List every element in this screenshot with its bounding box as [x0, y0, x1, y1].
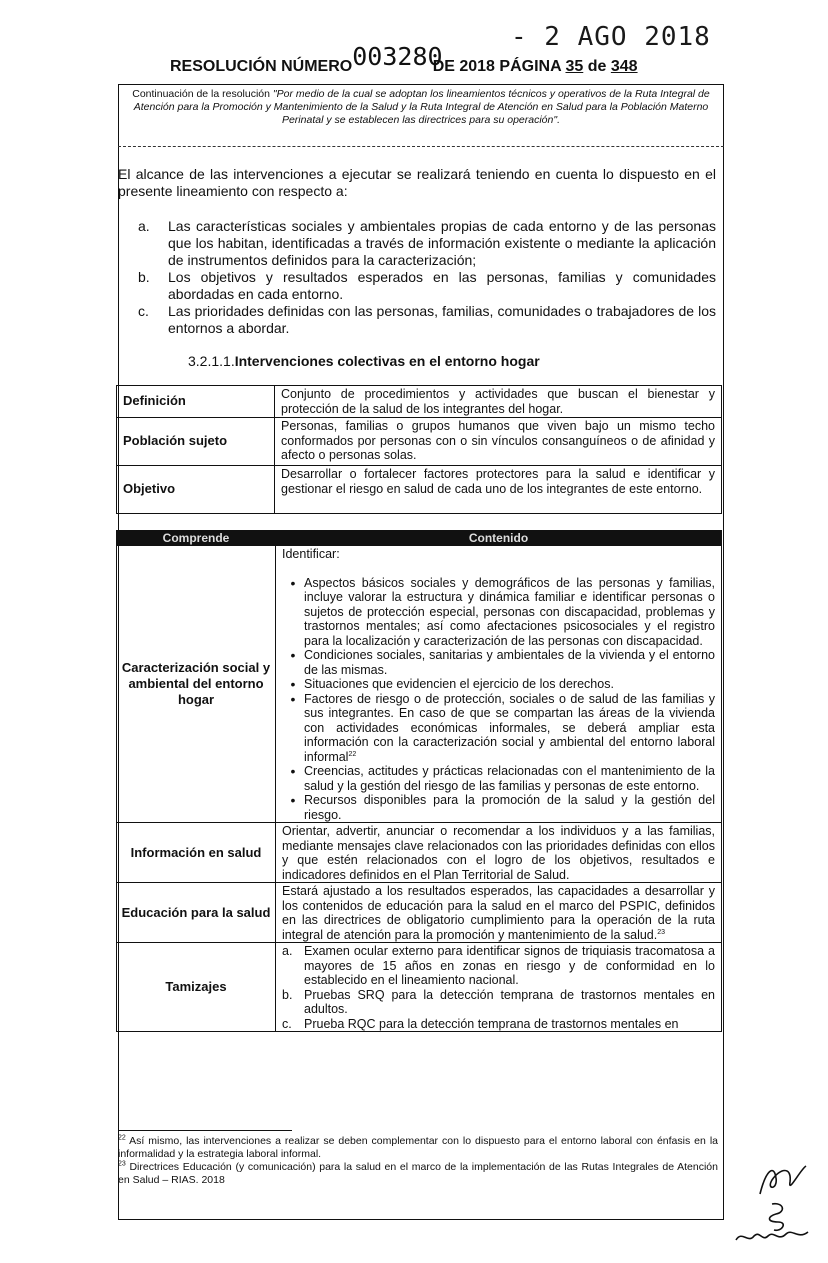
resolution-label: RESOLUCIÓN NÚMERO — [170, 58, 353, 75]
summary-value: Conjunto de procedimientos y actividades que buscan el bienestar y protección de la salud de los integrantes del hogar. — [275, 386, 722, 418]
date-stamp: - 2 AGO 2018 — [511, 22, 711, 52]
list-item — [138, 269, 716, 303]
continuation-title: "Por medio de la cual se adoptan los lineamientos técnicos y operativos de la Ruta Integral de Atención para la Promoción y Mantenimiento de la Salud y la Ruta Integral de Atención en Salud para la Población Materno Perinatal y se establecen las directrices para su operación". — [133, 88, 710, 126]
educacion-text: Estará ajustado a los resultados esperados, las capacidades a desarrollar y los contenidos de educación para la salud en el marco del PSPIC, definidos en las directrices de obligatorio cumplimiento para la operación de la ruta integral de atención para la promoción y mantenimiento de la salud. — [282, 884, 715, 942]
list-item — [282, 988, 715, 1017]
table-row — [117, 386, 722, 418]
row-value-tamizajes — [276, 943, 722, 1032]
footnote-divider — [118, 1130, 292, 1131]
footnote-number: 22 — [118, 1134, 126, 1142]
list-item — [138, 303, 716, 337]
row-value-caracterizacion — [276, 546, 722, 823]
summary-table — [116, 385, 722, 514]
intro-paragraph: El alcance de las intervenciones a ejecutar se realizará teniendo en cuenta lo dispuesto en el presente lineamiento con respecto a: — [118, 166, 716, 199]
bullet-icon: • — [290, 763, 296, 779]
row-key-caracterizacion: Caracterización social y ambiental del entorno hogar — [117, 546, 276, 823]
bullet-text: Situaciones que evidencien el ejercicio de los derechos. — [304, 677, 614, 691]
header-contenido: Contenido — [276, 531, 722, 546]
list-text: Examen ocular externo para identificar signos de triquiasis tracomatosa a mayores de 15 años en zonas en riesgo y de conformidad en lo establecido en el lineamiento nacional. — [304, 944, 715, 987]
row-value-informacion: Orientar, advertir, anunciar o recomendar a los individuos y a las familias, mediante mensajes clave relacionados con las prioridades definidas con ellos y que estén relacionados con el logro de los objetivos, resultados e indicadores definidos en el Plan Territorial de Salud. — [276, 823, 722, 883]
list-marker: c. — [138, 303, 149, 319]
footnote-ref: 22 — [348, 750, 357, 758]
bullet-item — [282, 793, 715, 822]
table-row — [117, 418, 722, 466]
bullet-icon: • — [290, 690, 296, 707]
row-key-informacion: Información en salud — [117, 823, 276, 883]
footnote — [118, 1135, 718, 1161]
list-marker: b. — [282, 987, 293, 1002]
summary-key: Población sujeto — [117, 418, 275, 466]
bullet-text-with-note — [304, 692, 715, 765]
footnotes — [118, 1135, 718, 1187]
footnote-ref: 23 — [657, 928, 666, 936]
bullet-icon: • — [290, 792, 296, 808]
bullet-text: Recursos disponibles para la promoción de la salud y la gestión del riesgo. — [304, 793, 715, 822]
bullet-icon: • — [290, 574, 296, 591]
footnote — [118, 1161, 718, 1187]
bullet-icon: • — [290, 647, 296, 663]
list-marker: a. — [138, 218, 150, 234]
summary-value: Desarrollar o fortalecer factores protectores para la salud e identificar y gestionar el riesgo en salud de cada uno de los integrantes de este entorno. — [275, 466, 722, 514]
resolution-header — [170, 42, 730, 75]
bullet-item — [282, 692, 715, 765]
list-text: Las prioridades definidas con las personas, familias, comunidades o trabajadores de los entornos a abordar. — [168, 303, 716, 336]
row-value-educacion — [276, 883, 722, 943]
bullet-item — [282, 648, 715, 677]
section-heading — [188, 353, 540, 369]
list-text: Prueba RQC para la detección temprana de trastornos mentales en — [304, 1016, 679, 1031]
list-text: Pruebas SRQ para la detección temprana de trastornos mentales en adultos. — [304, 987, 715, 1016]
total-pages: 348 — [610, 58, 638, 75]
alcance-list — [138, 218, 716, 337]
list-text: Los objetivos y resultados esperados en las personas, familias y comunidades abordadas en cada entorno. — [168, 269, 716, 302]
handwritten-signature-icon — [732, 1200, 812, 1250]
summary-key: Definición — [117, 386, 275, 418]
identify-lead: Identificar: — [282, 547, 340, 561]
footnote-number: 23 — [118, 1160, 126, 1168]
table-header-row — [117, 531, 722, 546]
list-marker: a. — [282, 944, 293, 958]
initials-signature-icon — [752, 1160, 812, 1200]
table-row — [117, 943, 722, 1032]
bullet-text: Aspectos básicos sociales y demográficos de las personas y familias, incluye valorar la estructura y dinámica familiar e identificar personas o sujetos de protección especial, personas con discapacidad, problemas y trastornos mentales; así como afectaciones psicosociales y el registro para la localización y caracterización de las personas con discapacidad. — [304, 575, 715, 648]
bullet-item — [282, 576, 715, 649]
row-key-educacion: Educación para la salud — [117, 883, 276, 943]
bullet-text: Condiciones sociales, sanitarias y ambientales de la vivienda y el entorno de las mismas. — [304, 648, 715, 677]
continuation-header — [122, 88, 720, 140]
page-number: 35 — [565, 58, 584, 75]
bullet-text: Creencias, actitudes y prácticas relacionadas con el mantenimiento de la salud y la gestión del riesgo de las familias y personas de este entorno. — [304, 764, 715, 793]
bullet-icon: • — [290, 676, 296, 692]
table-row — [117, 466, 722, 514]
row-key-tamizajes: Tamizajes — [117, 943, 276, 1032]
section-number: 3.2.1.1. — [188, 353, 235, 369]
list-item — [138, 218, 716, 269]
bullet-item — [282, 764, 715, 793]
table-row — [117, 546, 722, 823]
table-row — [117, 883, 722, 943]
list-text: Las características sociales y ambientales propias de cada entorno y de las personas que los habitan, identificadas a través de información existente o mediante la aplicación de instrumentos definidos para la caracterización; — [168, 218, 716, 268]
bullet-text: Factores de riesgo o de protección, sociales o de salud de las familias y sus integrantes. En caso de que se compartan las áreas de la vivienda con actividades económicas informales, se deberá ampliar esta información con la caracterización social y ambiental del entorno laboral informal — [304, 691, 715, 764]
table-row — [117, 823, 722, 883]
summary-value: Personas, familias o grupos humanos que viven bajo un mismo techo conformados por personas con o sin vínculos consanguíneos o de afinidad y afecto o personas solas. — [275, 418, 722, 466]
summary-key: Objetivo — [117, 466, 275, 514]
footnote-text: Directrices Educación (y comunicación) para la salud en el marco de la implementación de las Rutas Integrales de Atención en Salud – RIAS. 2018 — [118, 1161, 718, 1186]
list-item — [282, 944, 715, 988]
resolution-year-label: DE 2018 PÁGINA — [432, 58, 562, 75]
content-table — [116, 530, 722, 1032]
footnote-text: Así mismo, las intervenciones a realizar se deben complementar con lo dispuesto para el entorno laboral con énfasis en la informalidad y la estrategia laboral informal. — [118, 1135, 718, 1160]
header-comprende: Comprende — [117, 531, 276, 546]
section-title: Intervenciones colectivas en el entorno hogar — [234, 353, 540, 369]
list-item — [282, 1017, 715, 1032]
page-of-label: de — [587, 58, 607, 75]
bullet-item — [282, 677, 715, 692]
header-divider — [118, 146, 724, 147]
list-marker: b. — [138, 269, 150, 285]
list-marker: c. — [282, 1016, 292, 1031]
continuation-prefix: Continuación de la resolución — [132, 88, 273, 100]
resolution-number: 003280 — [352, 42, 443, 71]
